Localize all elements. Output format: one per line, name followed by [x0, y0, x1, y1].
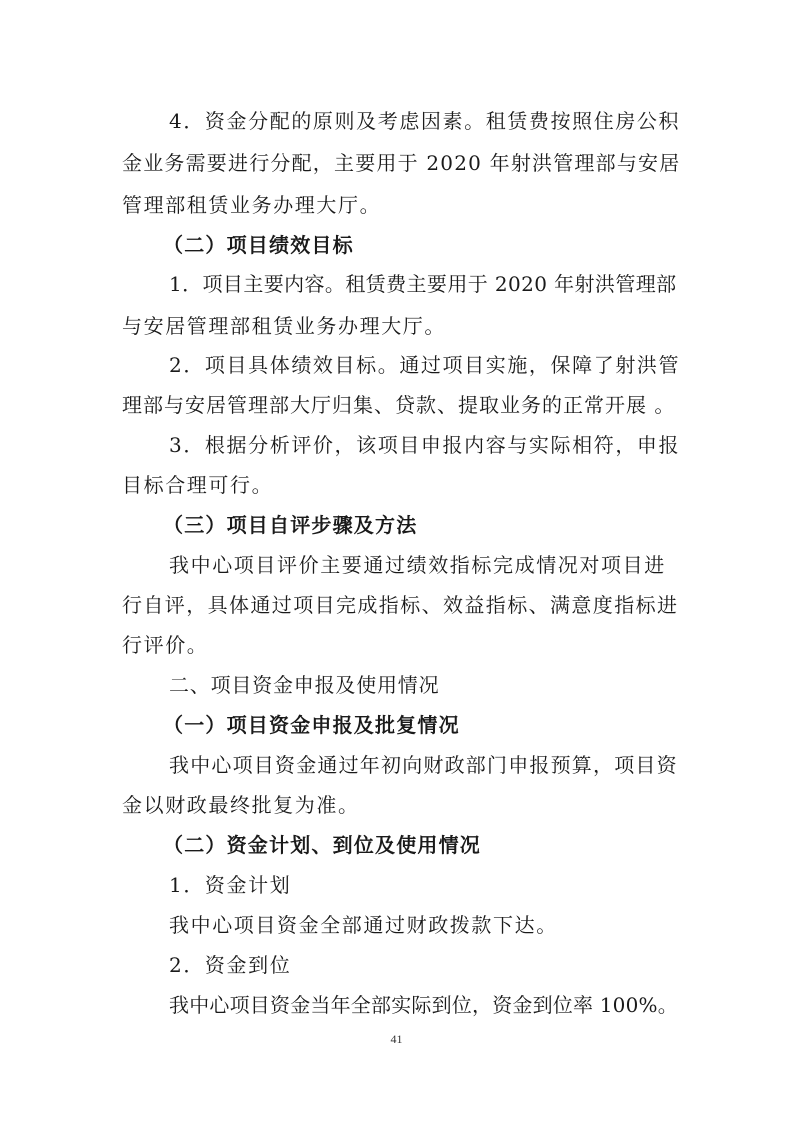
paragraph-line: 行评价。: [122, 633, 209, 657]
paragraph-line: 管理部租赁业务办理大厅。: [122, 193, 382, 217]
paragraph-line: 4．资金分配的原则及考虑因素。租赁费按照住房公积: [169, 109, 681, 133]
page-number: 41: [390, 1032, 403, 1046]
section-heading: （二）项目绩效目标: [163, 233, 354, 257]
paragraph-line: 金业务需要进行分配，主要用于 2020 年射洪管理部与安居: [122, 151, 681, 175]
paragraph-line: 我中心项目资金全部通过财政拨款下达。: [169, 913, 558, 937]
paragraph-line: 我中心项目评价主要通过绩效指标完成情况对项目进: [169, 553, 666, 577]
paragraph-line: 我中心项目资金当年全部实际到位，资金到位率 100%。: [169, 993, 678, 1017]
paragraph-line: 金以财政最终批复为准。: [122, 793, 360, 817]
section-heading: （三）项目自评步骤及方法: [163, 513, 418, 537]
paragraph-line: 目标合理可行。: [122, 473, 274, 497]
paragraph-line: 3．根据分析评价，该项目申报内容与实际相符，申报: [169, 433, 681, 457]
paragraph-line: 2．资金到位: [169, 953, 292, 977]
section-heading: （一）项目资金申报及批复情况: [163, 713, 460, 737]
paragraph-line: 我中心项目资金通过年初向财政部门申报预算，项目资: [169, 753, 678, 777]
paragraph-line: 1．项目主要内容。租赁费主要用于 2020 年射洪管理部: [169, 272, 677, 296]
paragraph-line: 2．项目具体绩效目标。通过项目实施，保障了射洪管: [169, 353, 681, 377]
paragraph-line: 与安居管理部租赁业务办理大厅。: [122, 314, 446, 338]
chapter-heading: 二、项目资金申报及使用情况: [169, 673, 440, 697]
paragraph-line: 1．资金计划: [169, 873, 292, 897]
section-heading: （二）资金计划、到位及使用情况: [163, 833, 481, 857]
paragraph-line: 理部与安居管理部大厅归集、贷款、提取业务的正常开展 。: [122, 393, 676, 417]
paragraph-line: 行自评，具体通过项目完成指标、效益指标、满意度指标进: [122, 593, 679, 617]
